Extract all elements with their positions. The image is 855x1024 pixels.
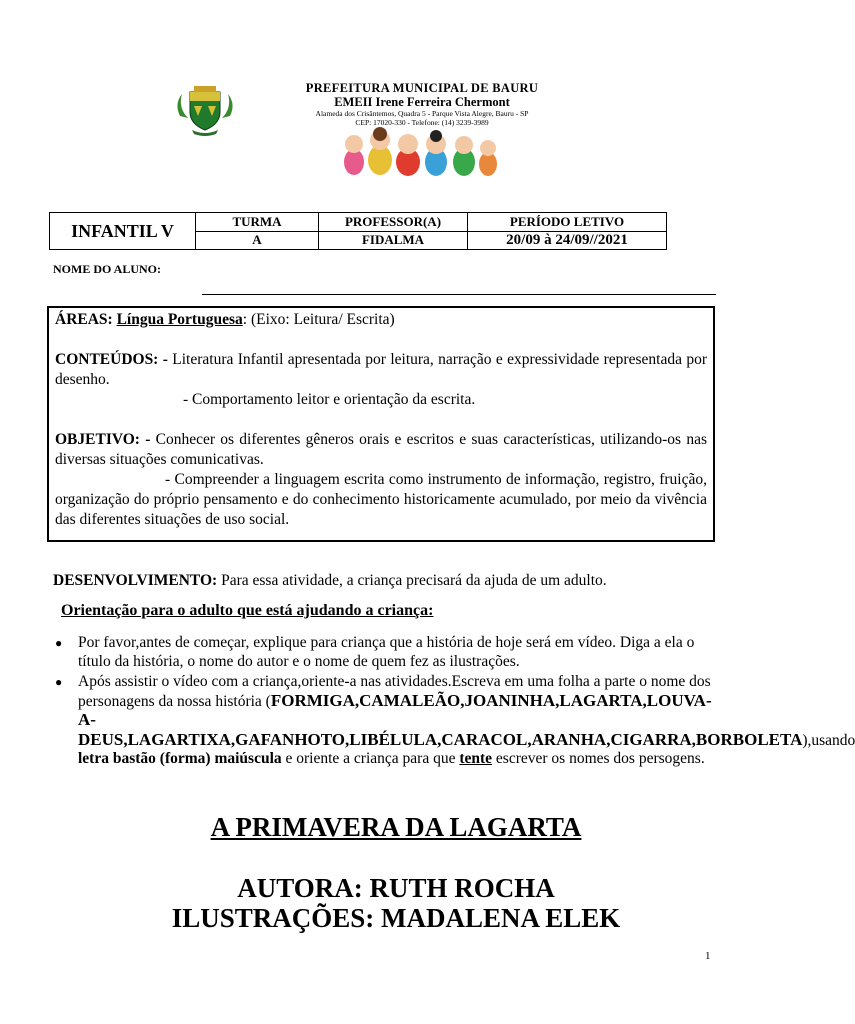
instructions-list [53,634,855,769]
areas-line [55,310,707,330]
character-names: FORMIGA,CAMALEÃO,JOANINHA,LAGARTA,LOUVA-A-DEUS,LAGARTIXA,GAFANHOTO,LIBÉLULA,CARACOL,ARANHA,CIGARRA,BORBOLETA [78,690,803,749]
areas-subject: Língua Portuguesa [116,311,243,328]
objetivo-label: OBJETIVO: - [55,431,151,448]
desenvolvimento-line [53,572,733,590]
list-item [53,634,713,671]
city-crest-icon [172,86,238,136]
level-cell: INFANTIL V [50,213,196,250]
objetivo-text: Conhecer os diferentes gêneros orais e escritos e suas características, utilizando-os nas diversas situações comunicativas. [55,431,707,468]
header-block [262,82,582,127]
author-title: AUTORA: RUTH ROCHA [237,873,555,903]
student-name-line[interactable] [202,294,716,295]
bullet-2-bold: letra bastão (forma) maiúscula [78,750,282,767]
bullet-icon: ● [55,675,63,689]
conteudos-text: Literatura Infantil apresentada por leitura, narração e expressividade representada por desenho. [55,351,707,388]
list-item [53,673,855,769]
conteudos-item2: - Comportamento leitor e orientação da escrita. [183,391,476,408]
school-contact: CEP: 17020-330 - Telefone: (14) 3239-3989 [355,118,489,127]
areas-rest: : (Eixo: Leitura/ Escrita) [242,311,395,328]
student-name-label: NOME DO ALUNO: [53,262,161,276]
orientacao-title: Orientação para o adulto que está ajudando a criança: [61,602,434,619]
areas-label: ÁREAS: [55,311,113,328]
professor-header: PROFESSOR(A) [319,213,468,232]
prefeitura-name: PREFEITURA MUNICIPAL DE BAURU [305,81,539,95]
periodo-header: PERÍODO LETIVO [468,213,667,232]
bullet-2-part1: Após assistir o vídeo com a criança,oriente-a nas atividades.Escreva em uma folha a parte o nome dos personagens da nossa história ( [78,673,711,710]
school-name: EMEII Irene Ferreira Chermont [334,95,510,109]
children-illustration-icon [340,126,500,178]
bullet-2-part2: ),usando [802,731,855,749]
objetivo-item2: - Compreender a linguagem escrita como instrumento de informação, registro, fruição, organização do próprio pensamento e do conhecimento historicamente acumulado, por meio da vivência das diferentes situações de uso social. [55,471,707,528]
bullet-2-part4: escrever os nomes dos persogens. [492,750,705,767]
bullet-icon: ● [55,636,63,650]
desenvolvimento-label: DESENVOLVIMENTO: [53,572,218,589]
illustrator-title: ILUSTRAÇÕES: MADALENA ELEK [171,903,621,933]
conteudos-paragraph [55,350,707,390]
objetivo-paragraph [55,430,707,470]
conteudos-label: CONTEÚDOS: - [55,351,168,368]
class-info-table [49,212,667,250]
turma-value: A [196,231,319,250]
areas-box [47,306,715,542]
turma-header: TURMA [196,213,319,232]
story-title: A PRIMAVERA DA LAGARTA [210,812,582,842]
school-address: Alameda dos Crisântemos, Quadra 5 - Parque Vista Alegre, Bauru - SP [315,109,529,118]
bullet-2-part3: e oriente a criança para que [281,750,460,767]
professor-value: FIDALMA [319,231,468,250]
desenvolvimento-text: Para essa atividade, a criança precisará da ajuda de um adulto. [217,572,607,589]
periodo-value: 20/09 à 24/09//2021 [468,231,667,250]
page-number: 1 [705,950,711,962]
bullet-2-tente: tente [459,750,493,767]
bullet-1-text: Por favor,antes de começar, explique para criança que a história de hoje será em vídeo. Diga a ela o título da história, o nome do autor e o nome de quem fez as ilustrações. [78,634,695,670]
